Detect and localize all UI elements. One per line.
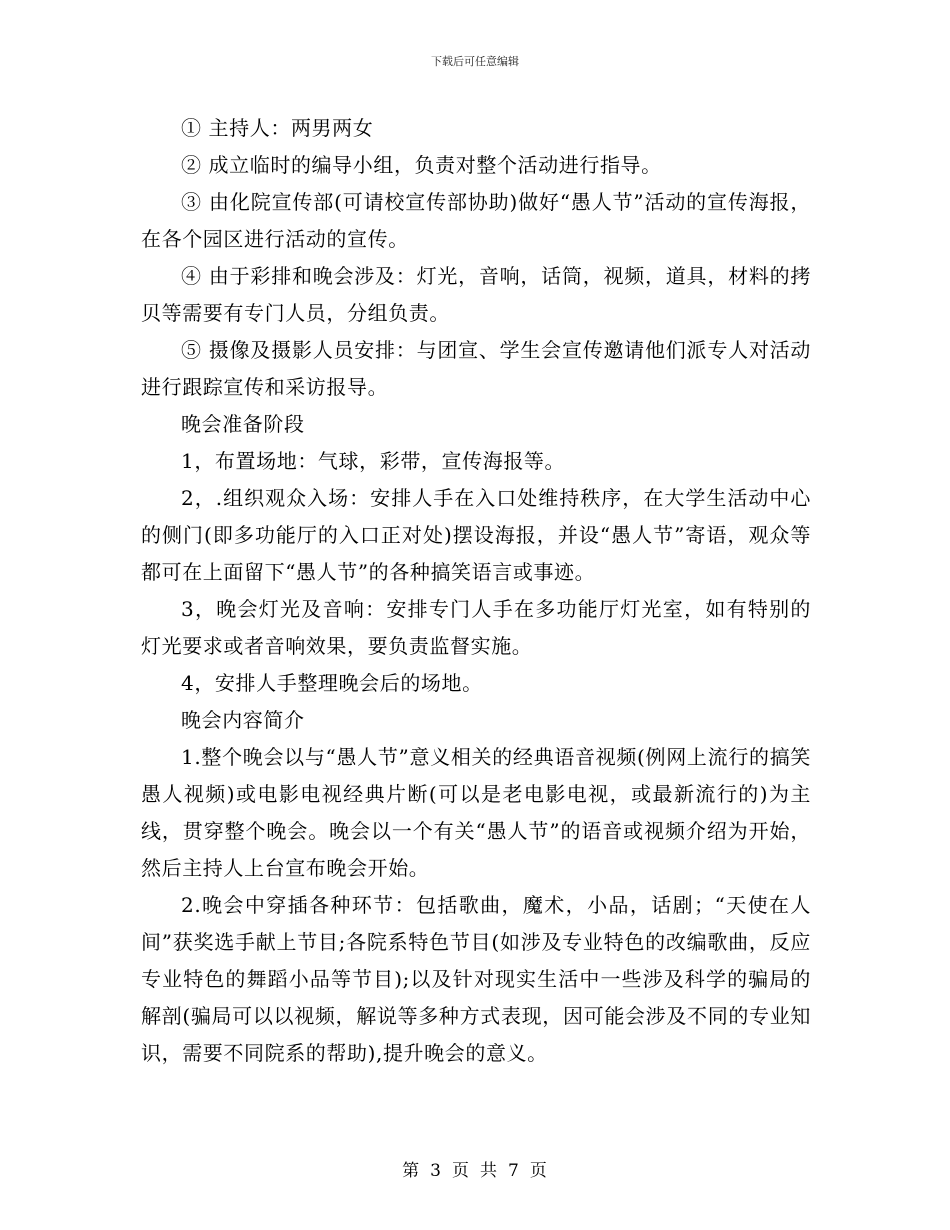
- page-header: 下载后可任意编辑: [431, 55, 519, 68]
- paragraph-equipment: ④ 由于彩排和晚会涉及：灯光，音响，话筒，视频，道具，材料的拷贝等需要有专门人员，分组负责。: [141, 264, 811, 325]
- paragraph-audience: 2，.组织观众入场：安排人手在入口处维持秩序，在大学生活动中心的侧门(即多功能厅的入口正对处)摆设海报，并设“愚人节”寄语，观众等都可在上面留下“愚人节”的各种搞笑语言或事迹。: [141, 486, 811, 584]
- body-text: [141, 110, 811, 1072]
- section-heading-content: 晚会内容简介: [181, 708, 305, 732]
- footer-page-number: 3: [430, 1161, 442, 1181]
- footer-page-unit: 页: [452, 1161, 470, 1181]
- paragraph-cleanup: 4，安排人手整理晚会后的场地。: [181, 671, 483, 695]
- footer-total-unit: 页: [529, 1161, 548, 1181]
- footer-prefix: 第: [402, 1161, 421, 1181]
- footer-total-prefix: 共: [480, 1161, 498, 1181]
- footer-total-pages: 7: [508, 1161, 520, 1181]
- paragraph-content-2: 2.晚会中穿插各种环节：包括歌曲，魔术，小品，话剧；“天使在人间”获奖选手献上节目;各院系特色节目(如涉及专业特色的改编歌曲，反应专业特色的舞蹈小品等节目);以及针对现实生活中一些涉及科学的骗局的解剖(骗局可以以视频，解说等多种方式表现，因可能会涉及不同的专业知识，需要不同院系的帮助),提升晚会的意义。: [141, 893, 811, 1065]
- page-footer: [0, 1156, 950, 1181]
- paragraph-publicity: ③ 由化院宣传部(可请校宣传部协助)做好“愚人节”活动的宣传海报，在各个园区进行活动的宣传。: [141, 190, 811, 251]
- paragraph-photography: ⑤ 摄像及摄影人员安排：与团宣、学生会宣传邀请他们派专人对活动进行跟踪宣传和采访报导。: [141, 338, 811, 399]
- paragraph-content-1: 1.整个晚会以与“愚人节”意义相关的经典语音视频(例网上流行的搞笑愚人视频)或电影电视经典片断(可以是老电影电视，或最新流行的)为主线，贯穿整个晚会。晚会以一个有关“愚人节”的语音或视频介绍为开始，然后主持人上台宣布晚会开始。: [141, 745, 811, 880]
- paragraph-director-group: ② 成立临时的编导小组，负责对整个活动进行指导。: [181, 153, 662, 177]
- section-heading-preparation: 晚会准备阶段: [181, 412, 305, 436]
- paragraph-lighting: 3，晚会灯光及音响：安排专门人手在多功能厅灯光室，如有特别的灯光要求或者音响效果，要负责监督实施。: [141, 597, 811, 658]
- paragraph-host: ① 主持人：两男两女: [181, 116, 374, 140]
- paragraph-venue: 1，布置场地：气球，彩带，宣传海报等。: [181, 449, 566, 473]
